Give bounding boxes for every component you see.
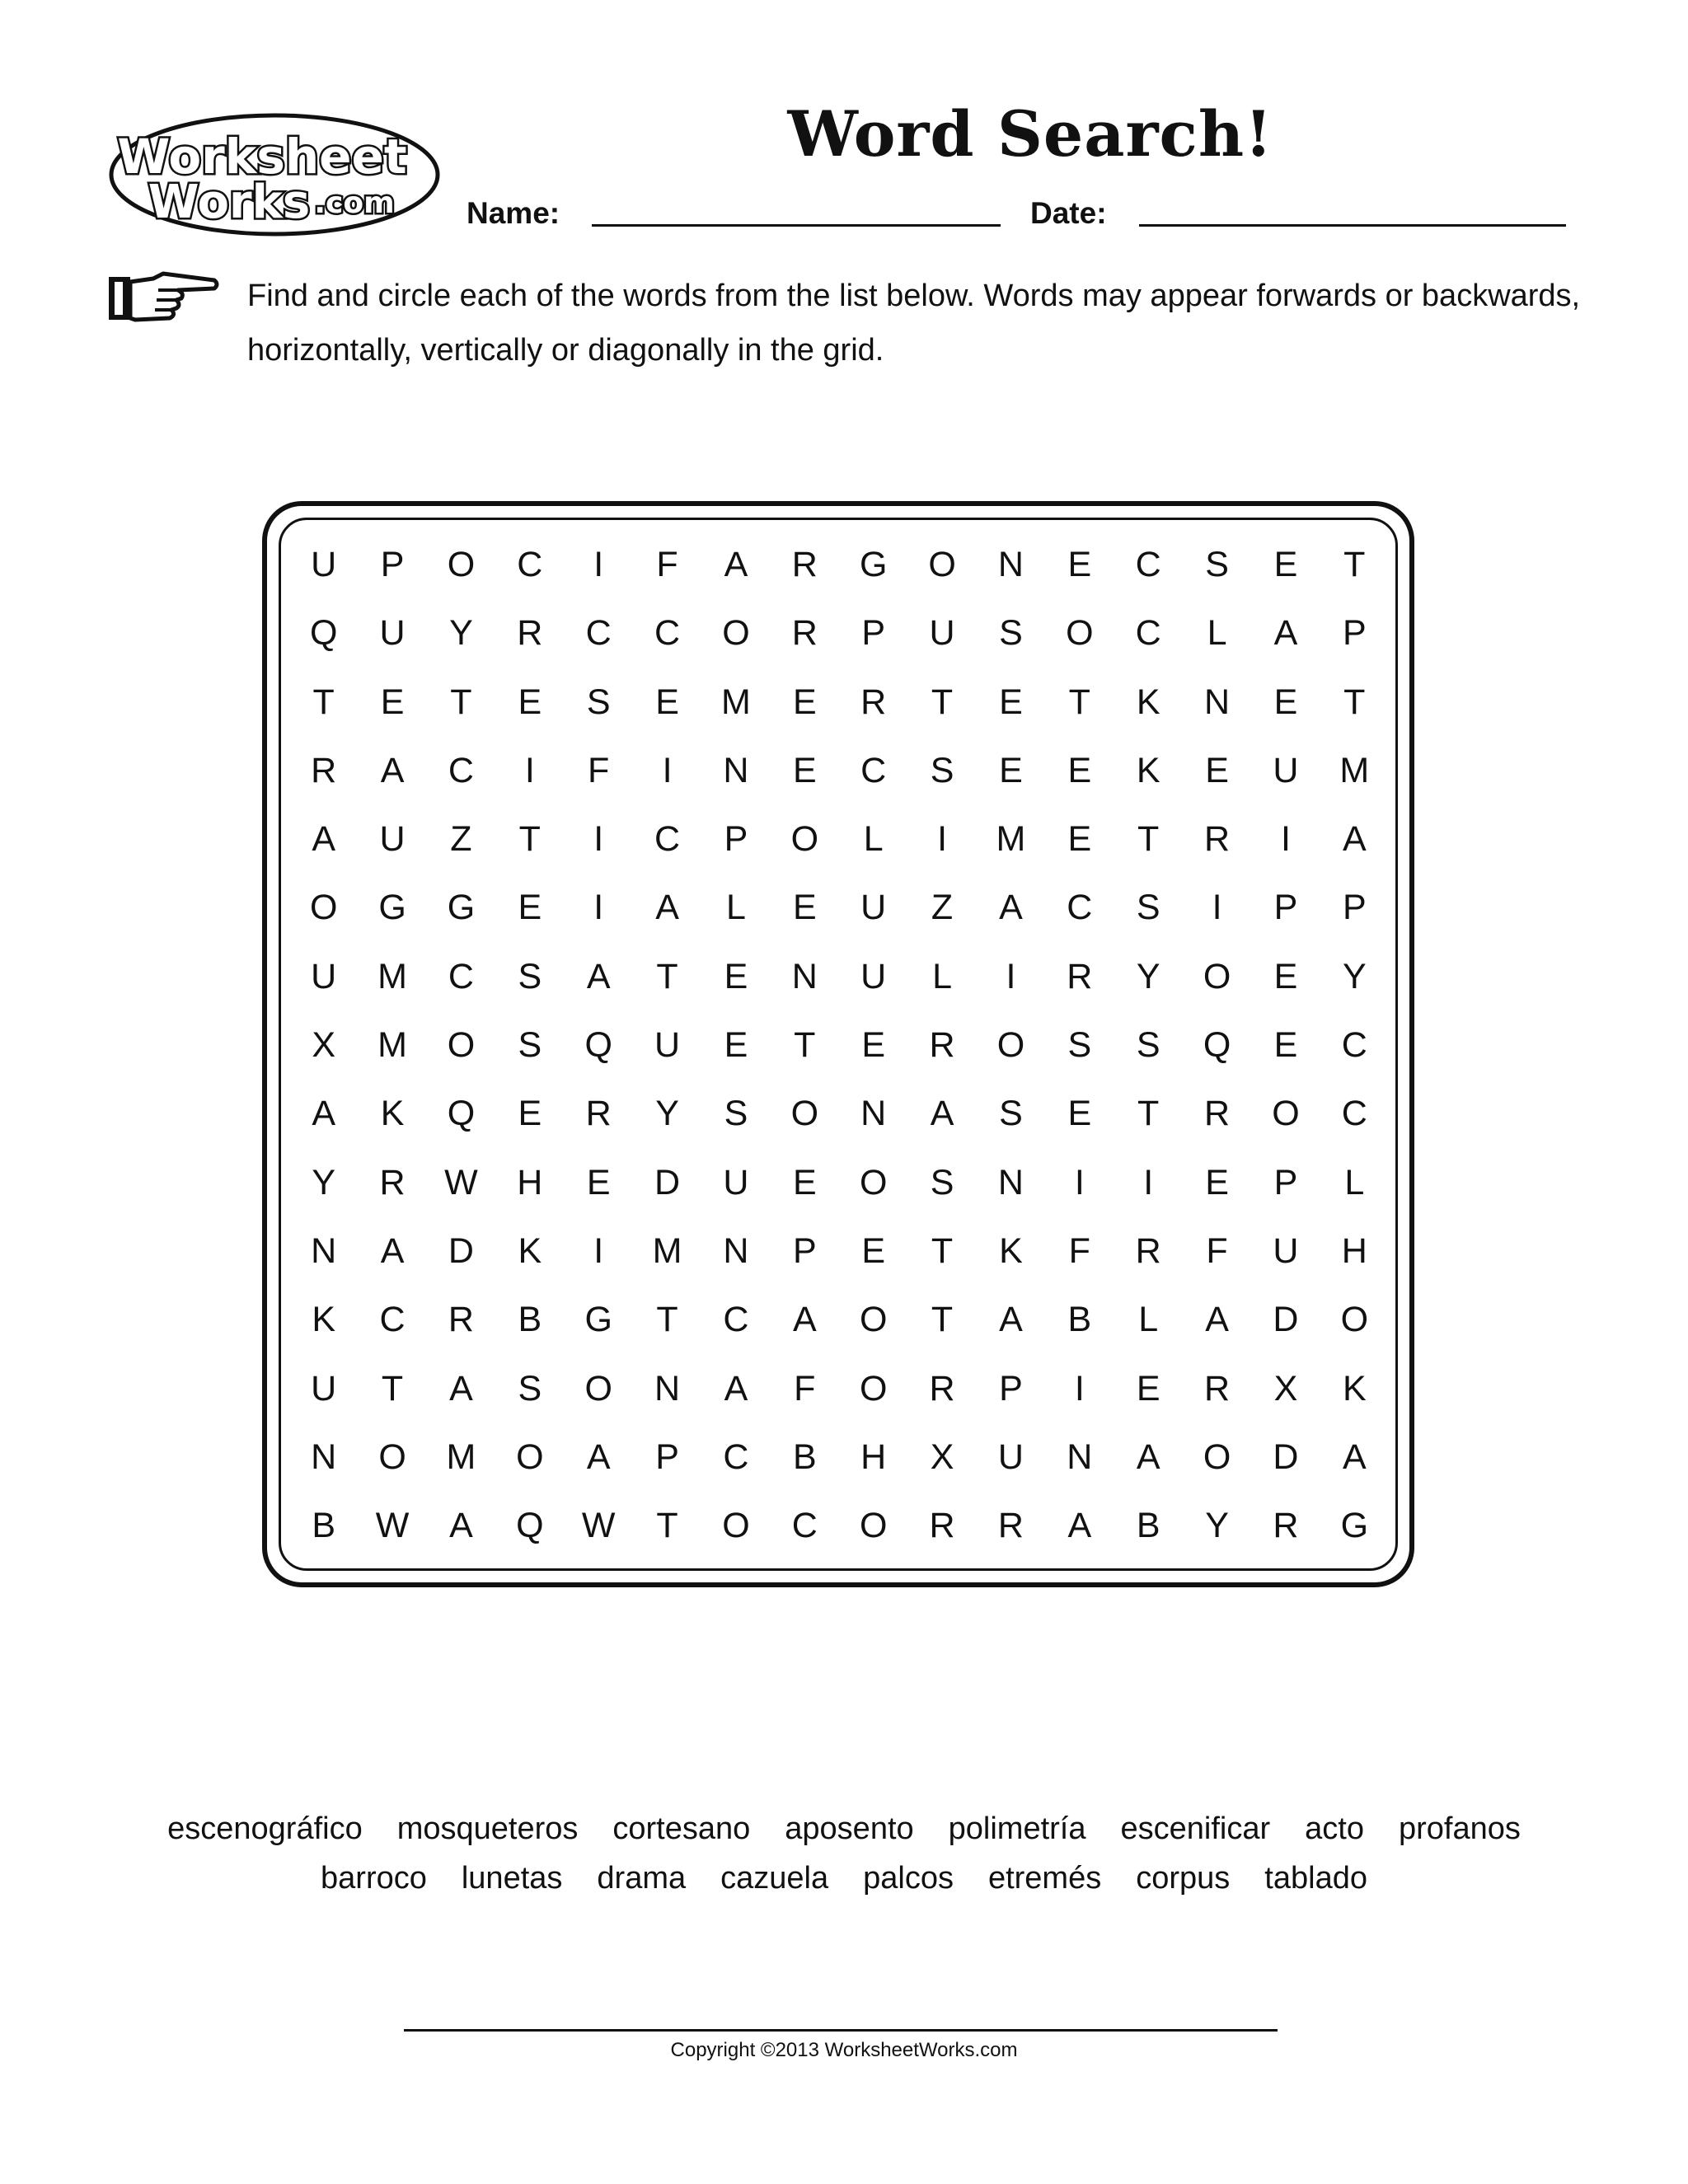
grid-letter[interactable]: S: [518, 1025, 542, 1066]
grid-row: [289, 599, 1389, 668]
grid-letter[interactable]: F: [1206, 1230, 1228, 1271]
word-list-row-2: [0, 1861, 1688, 1896]
grid-row: [289, 1492, 1389, 1560]
grid-letter[interactable]: T: [931, 682, 954, 722]
grid-letter[interactable]: E: [999, 682, 1023, 722]
grid-letter[interactable]: B: [1136, 1506, 1160, 1546]
grid-letter[interactable]: A: [380, 750, 405, 790]
grid-letter[interactable]: L: [725, 888, 746, 928]
grid-letter[interactable]: C: [860, 750, 887, 790]
grid-letter[interactable]: O: [859, 1162, 888, 1202]
grid-letter[interactable]: R: [791, 545, 818, 584]
grid-letter[interactable]: K: [518, 1230, 542, 1271]
name-label: Name:: [467, 196, 560, 230]
grid-letter[interactable]: E: [792, 888, 817, 928]
grid-letter[interactable]: G: [447, 888, 476, 928]
grid-letter[interactable]: U: [723, 1162, 749, 1202]
grid-letter[interactable]: R: [1273, 1506, 1299, 1546]
grid-letter[interactable]: S: [930, 1162, 954, 1202]
grid-letter[interactable]: Q: [309, 613, 338, 654]
grid-letter[interactable]: O: [1203, 956, 1231, 996]
logo-graphic: [106, 109, 443, 241]
grid-letter[interactable]: K: [999, 1230, 1023, 1271]
grid-letter[interactable]: A: [449, 1368, 473, 1408]
copyright-text: Copyright ©2013 WorksheetWorks.com: [670, 2039, 1018, 2061]
grid-letter[interactable]: L: [1138, 1300, 1159, 1340]
grid-letter[interactable]: R: [997, 1506, 1024, 1546]
grid-letter[interactable]: R: [929, 1025, 955, 1066]
grid-letter[interactable]: T: [518, 819, 541, 860]
grid-letter[interactable]: E: [1273, 1025, 1298, 1066]
grid-letter[interactable]: E: [518, 888, 542, 928]
grid-letter[interactable]: L: [1344, 1162, 1365, 1202]
grid-letter[interactable]: U: [379, 819, 406, 860]
grid-letter[interactable]: U: [311, 545, 337, 584]
grid-letter[interactable]: K: [1136, 682, 1160, 722]
grid-letter[interactable]: A: [449, 1506, 473, 1546]
grid-letter[interactable]: O: [516, 1436, 544, 1477]
grid-letter[interactable]: L: [863, 819, 884, 860]
grid-letter[interactable]: B: [312, 1506, 336, 1546]
grid-letter[interactable]: E: [586, 1162, 611, 1202]
letter-grid: [289, 531, 1389, 1561]
grid-letter[interactable]: I: [524, 750, 535, 790]
grid-letter[interactable]: A: [380, 1230, 405, 1271]
grid-letter[interactable]: M: [721, 682, 751, 722]
grid-letter[interactable]: T: [931, 1300, 954, 1340]
grid-letter[interactable]: O: [859, 1368, 888, 1408]
grid-row: [289, 1286, 1389, 1354]
grid-letter[interactable]: T: [656, 1300, 678, 1340]
grid-letter[interactable]: C: [654, 613, 681, 654]
grid-letter[interactable]: R: [929, 1506, 955, 1546]
grid-letter[interactable]: I: [1212, 888, 1222, 928]
grid-letter[interactable]: C: [448, 956, 474, 996]
grid-letter[interactable]: T: [1137, 819, 1160, 860]
grid-letter[interactable]: C: [585, 613, 612, 654]
grid-row: [289, 1355, 1389, 1423]
grid-letter[interactable]: N: [997, 1162, 1024, 1202]
grid-letter[interactable]: C: [654, 819, 681, 860]
word-list-item: aposento: [785, 1811, 914, 1846]
grid-letter[interactable]: A: [792, 1300, 817, 1340]
grid-letter[interactable]: R: [1135, 1230, 1161, 1271]
grid-letter[interactable]: S: [999, 1094, 1023, 1134]
grid-letter[interactable]: P: [1342, 888, 1367, 928]
grid-letter[interactable]: P: [380, 545, 405, 584]
grid-letter[interactable]: A: [586, 1436, 611, 1477]
grid-letter[interactable]: T: [1068, 682, 1090, 722]
page-title: Word Search!: [787, 97, 1273, 171]
grid-letter[interactable]: Q: [447, 1094, 476, 1134]
word-list-item: lunetas: [461, 1861, 563, 1896]
grid-letter[interactable]: D: [654, 1162, 681, 1202]
grid-letter[interactable]: K: [1342, 1368, 1367, 1408]
grid-letter[interactable]: O: [790, 1094, 819, 1134]
grid-letter[interactable]: I: [593, 888, 604, 928]
grid-letter[interactable]: O: [722, 613, 750, 654]
grid-letter[interactable]: I: [1006, 956, 1016, 996]
word-list-item: barroco: [321, 1861, 427, 1896]
grid-letter[interactable]: F: [588, 750, 610, 790]
grid-letter[interactable]: N: [791, 956, 818, 996]
grid-letter[interactable]: E: [1205, 1162, 1229, 1202]
grid-letter[interactable]: Y: [655, 1094, 679, 1134]
grid-letter[interactable]: E: [1067, 545, 1092, 584]
grid-letter[interactable]: I: [1280, 819, 1291, 860]
date-label: Date:: [1030, 196, 1107, 230]
grid-letter[interactable]: O: [447, 545, 476, 584]
footer-divider: [404, 2029, 1278, 2032]
grid-letter[interactable]: N: [654, 1368, 681, 1408]
grid-letter[interactable]: O: [1066, 613, 1094, 654]
grid-letter[interactable]: N: [723, 1230, 749, 1271]
grid-letter[interactable]: D: [1273, 1436, 1299, 1477]
grid-letter[interactable]: S: [999, 613, 1023, 654]
word-list-item: cortesano: [612, 1811, 751, 1846]
grid-letter[interactable]: G: [378, 888, 406, 928]
grid-letter[interactable]: A: [312, 819, 336, 860]
grid-letter[interactable]: O: [1203, 1436, 1231, 1477]
grid-letter[interactable]: R: [311, 750, 337, 790]
grid-letter[interactable]: A: [1205, 1300, 1229, 1340]
grid-letter[interactable]: T: [656, 956, 678, 996]
grid-letter[interactable]: R: [517, 613, 543, 654]
grid-letter[interactable]: U: [1273, 750, 1299, 790]
word-list-row-1: [0, 1811, 1688, 1847]
grid-letter[interactable]: U: [379, 613, 406, 654]
grid-letter[interactable]: C: [1135, 613, 1161, 654]
grid-letter[interactable]: E: [518, 682, 542, 722]
grid-letter[interactable]: P: [999, 1368, 1023, 1408]
grid-letter[interactable]: N: [311, 1436, 337, 1477]
grid-letter[interactable]: M: [996, 819, 1026, 860]
grid-row: [289, 943, 1389, 1011]
grid-letter[interactable]: E: [724, 1025, 748, 1066]
grid-letter[interactable]: C: [517, 545, 543, 584]
grid-row: [289, 1423, 1389, 1492]
grid-letter[interactable]: O: [447, 1025, 476, 1066]
grid-letter[interactable]: O: [859, 1506, 888, 1546]
grid-letter[interactable]: B: [518, 1300, 542, 1340]
grid-letter[interactable]: Z: [450, 819, 472, 860]
grid-letter[interactable]: T: [794, 1025, 816, 1066]
grid-letter[interactable]: S: [1205, 545, 1229, 584]
grid-letter[interactable]: F: [794, 1368, 816, 1408]
grid-letter[interactable]: A: [655, 888, 679, 928]
grid-letter[interactable]: E: [792, 750, 817, 790]
word-list-item: drama: [597, 1861, 687, 1896]
grid-letter[interactable]: S: [1067, 1025, 1092, 1066]
grid-letter[interactable]: C: [448, 750, 474, 790]
grid-letter[interactable]: O: [1340, 1300, 1369, 1340]
grid-letter[interactable]: R: [1204, 1368, 1231, 1408]
grid-letter[interactable]: O: [584, 1368, 612, 1408]
word-list-item: profanos: [1398, 1811, 1521, 1846]
grid-letter[interactable]: K: [1136, 750, 1160, 790]
grid-letter[interactable]: R: [448, 1300, 474, 1340]
grid-letter[interactable]: N: [997, 545, 1024, 584]
grid-letter[interactable]: Y: [1205, 1506, 1229, 1546]
word-list-item: polimetría: [948, 1811, 1086, 1846]
grid-letter[interactable]: C: [723, 1300, 749, 1340]
grid-letter[interactable]: O: [928, 545, 956, 584]
grid-letter[interactable]: I: [593, 545, 604, 584]
grid-letter[interactable]: I: [593, 1230, 604, 1271]
grid-letter[interactable]: K: [312, 1300, 336, 1340]
grid-letter[interactable]: N: [1204, 682, 1231, 722]
grid-row: [289, 531, 1389, 599]
grid-letter[interactable]: U: [654, 1025, 681, 1066]
grid-letter[interactable]: A: [312, 1094, 336, 1134]
grid-letter[interactable]: A: [724, 545, 748, 584]
grid-letter[interactable]: U: [860, 888, 887, 928]
grid-letter[interactable]: A: [586, 956, 611, 996]
grid-letter[interactable]: E: [1205, 750, 1229, 790]
grid-letter[interactable]: E: [655, 682, 679, 722]
grid-letter[interactable]: O: [309, 888, 338, 928]
grid-row: [289, 805, 1389, 874]
logo-line1: Worksheet: [117, 129, 407, 185]
grid-letter[interactable]: C: [1135, 545, 1161, 584]
grid-letter[interactable]: A: [930, 1094, 954, 1134]
grid-letter[interactable]: U: [997, 1436, 1024, 1477]
grid-row: [289, 1217, 1389, 1286]
grid-letter[interactable]: U: [1273, 1230, 1299, 1271]
grid-letter[interactable]: I: [1074, 1162, 1085, 1202]
grid-row: [289, 1149, 1389, 1217]
pointing-hand-icon: [106, 269, 221, 328]
grid-letter[interactable]: L: [1207, 613, 1227, 654]
grid-letter[interactable]: W: [581, 1506, 616, 1546]
grid-letter[interactable]: E: [1067, 750, 1092, 790]
grid-letter[interactable]: U: [929, 613, 955, 654]
grid-letter[interactable]: S: [518, 956, 542, 996]
grid-letter[interactable]: A: [1067, 1506, 1092, 1546]
grid-letter[interactable]: A: [999, 888, 1023, 928]
word-list-item: mosqueteros: [396, 1811, 579, 1846]
grid-letter[interactable]: E: [1273, 682, 1298, 722]
grid-letter[interactable]: P: [655, 1436, 679, 1477]
instructions-text: Find and circle each of the words from the list below. Words may appear forwards or backwards, horizontally, vertically or diagonally in the grid.: [247, 279, 1581, 368]
grid-letter[interactable]: E: [1136, 1368, 1160, 1408]
grid-letter[interactable]: O: [378, 1436, 406, 1477]
grid-letter[interactable]: I: [593, 819, 604, 860]
grid-letter[interactable]: E: [1067, 819, 1092, 860]
grid-letter[interactable]: Q: [584, 1025, 612, 1066]
grid-letter[interactable]: A: [999, 1300, 1023, 1340]
grid-letter[interactable]: M: [1339, 750, 1370, 790]
grid-letter[interactable]: Q: [1203, 1025, 1231, 1066]
grid-letter[interactable]: O: [1272, 1094, 1300, 1134]
word-list-item: acto: [1305, 1811, 1364, 1846]
grid-letter[interactable]: S: [1136, 888, 1160, 928]
grid-letter[interactable]: T: [312, 682, 335, 722]
grid-letter[interactable]: C: [1341, 1025, 1367, 1066]
grid-letter[interactable]: R: [791, 613, 818, 654]
grid-letter[interactable]: F: [1068, 1230, 1090, 1271]
grid-letter[interactable]: A: [1136, 1436, 1160, 1477]
grid-letter[interactable]: T: [1343, 682, 1366, 722]
grid-letter[interactable]: E: [1067, 1094, 1092, 1134]
logo-line2: Works: [148, 176, 311, 229]
grid-letter[interactable]: A: [1273, 613, 1298, 654]
word-list-item: tablado: [1264, 1861, 1367, 1896]
grid-letter[interactable]: I: [1143, 1162, 1154, 1202]
grid-letter[interactable]: B: [1067, 1300, 1092, 1340]
grid-letter[interactable]: C: [723, 1436, 749, 1477]
grid-letter[interactable]: T: [381, 1368, 404, 1408]
grid-letter[interactable]: N: [723, 750, 749, 790]
grid-letter[interactable]: R: [1204, 1094, 1231, 1134]
grid-letter[interactable]: Z: [931, 888, 954, 928]
grid-letter[interactable]: L: [932, 956, 953, 996]
grid-letter[interactable]: G: [859, 545, 888, 584]
word-list-item: escenificar: [1120, 1811, 1271, 1846]
grid-row: [289, 737, 1389, 805]
name-field-line[interactable]: [592, 224, 1001, 227]
grid-letter[interactable]: C: [791, 1506, 818, 1546]
grid-letter[interactable]: E: [999, 750, 1023, 790]
grid-letter[interactable]: N: [860, 1094, 887, 1134]
grid-letter[interactable]: E: [792, 682, 817, 722]
grid-letter[interactable]: N: [311, 1230, 337, 1271]
grid-letter[interactable]: M: [652, 1230, 682, 1271]
grid-letter[interactable]: S: [586, 682, 611, 722]
grid-letter[interactable]: O: [996, 1025, 1025, 1066]
grid-letter[interactable]: X: [930, 1436, 954, 1477]
grid-letter[interactable]: X: [1273, 1368, 1298, 1408]
grid-letter[interactable]: E: [1273, 545, 1298, 584]
grid-letter[interactable]: T: [656, 1506, 678, 1546]
grid-letter[interactable]: W: [444, 1162, 478, 1202]
grid-row: [289, 668, 1389, 737]
grid-letter[interactable]: A: [1342, 819, 1367, 860]
grid-letter[interactable]: O: [790, 819, 819, 860]
grid-letter[interactable]: S: [930, 750, 954, 790]
grid-letter[interactable]: E: [861, 1230, 886, 1271]
grid-letter[interactable]: Y: [312, 1162, 336, 1202]
grid-letter[interactable]: M: [377, 956, 407, 996]
date-field-line[interactable]: [1139, 224, 1566, 227]
grid-letter[interactable]: U: [860, 956, 887, 996]
grid-letter[interactable]: N: [1067, 1436, 1093, 1477]
grid-letter[interactable]: B: [792, 1436, 817, 1477]
grid-letter[interactable]: O: [722, 1506, 750, 1546]
grid-letter[interactable]: Q: [516, 1506, 544, 1546]
grid-letter[interactable]: S: [724, 1094, 748, 1134]
grid-letter[interactable]: I: [662, 750, 673, 790]
grid-row: [289, 1080, 1389, 1148]
grid-letter[interactable]: F: [656, 545, 678, 584]
grid-letter[interactable]: S: [518, 1368, 542, 1408]
grid-row: [289, 1011, 1389, 1080]
worksheetworks-logo: [106, 109, 443, 241]
word-list-item: corpus: [1136, 1861, 1231, 1896]
grid-letter[interactable]: M: [377, 1025, 407, 1066]
word-list-item: cazuela: [720, 1861, 829, 1896]
grid-letter[interactable]: R: [929, 1368, 955, 1408]
grid-letter[interactable]: C: [1067, 888, 1093, 928]
grid-letter[interactable]: I: [937, 819, 948, 860]
grid-letter[interactable]: W: [375, 1506, 410, 1546]
grid-letter[interactable]: Y: [1342, 956, 1367, 996]
grid-letter[interactable]: E: [380, 682, 405, 722]
logo-suffix: .com: [314, 186, 395, 220]
grid-letter[interactable]: R: [379, 1162, 406, 1202]
grid-letter[interactable]: E: [792, 1162, 817, 1202]
grid-letter[interactable]: R: [585, 1094, 612, 1134]
grid-letter[interactable]: P: [724, 819, 748, 860]
grid-letter[interactable]: R: [1067, 956, 1093, 996]
grid-letter[interactable]: T: [450, 682, 472, 722]
grid-letter[interactable]: A: [1342, 1436, 1367, 1477]
word-list-item: palcos: [863, 1861, 954, 1896]
grid-letter[interactable]: O: [859, 1300, 888, 1340]
grid-letter[interactable]: X: [312, 1025, 336, 1066]
grid-letter[interactable]: U: [311, 1368, 337, 1408]
grid-letter[interactable]: T: [1137, 1094, 1160, 1134]
grid-letter[interactable]: R: [1204, 819, 1231, 860]
grid-letter[interactable]: P: [861, 613, 886, 654]
grid-letter[interactable]: P: [1273, 888, 1298, 928]
grid-letter[interactable]: Y: [449, 613, 473, 654]
grid-letter[interactable]: C: [379, 1300, 406, 1340]
grid-letter[interactable]: E: [1273, 956, 1298, 996]
grid-letter[interactable]: D: [448, 1230, 474, 1271]
grid-letter[interactable]: P: [1273, 1162, 1298, 1202]
grid-letter[interactable]: A: [724, 1368, 748, 1408]
grid-letter[interactable]: M: [446, 1436, 476, 1477]
grid-letter[interactable]: Y: [1136, 956, 1160, 996]
word-list-item: escenográfico: [167, 1811, 363, 1846]
grid-letter[interactable]: R: [860, 682, 887, 722]
grid-letter[interactable]: P: [1342, 613, 1367, 654]
grid-letter[interactable]: H: [1341, 1230, 1367, 1271]
grid-letter[interactable]: K: [380, 1094, 405, 1134]
word-list-item: etremés: [987, 1861, 1102, 1896]
grid-letter[interactable]: C: [1341, 1094, 1367, 1134]
grid-row: [289, 874, 1389, 942]
grid-letter[interactable]: E: [861, 1025, 886, 1066]
grid-letter[interactable]: G: [1340, 1506, 1369, 1546]
grid-letter[interactable]: G: [584, 1300, 612, 1340]
grid-letter[interactable]: P: [792, 1230, 817, 1271]
grid-letter[interactable]: E: [518, 1094, 542, 1134]
grid-letter[interactable]: S: [1136, 1025, 1160, 1066]
grid-letter[interactable]: T: [931, 1230, 954, 1271]
grid-letter[interactable]: U: [311, 956, 337, 996]
grid-letter[interactable]: T: [1343, 545, 1366, 584]
grid-letter[interactable]: D: [1273, 1300, 1299, 1340]
grid-letter[interactable]: E: [724, 956, 748, 996]
grid-letter[interactable]: H: [860, 1436, 887, 1477]
grid-letter[interactable]: I: [1074, 1368, 1085, 1408]
grid-letter[interactable]: H: [517, 1162, 543, 1202]
